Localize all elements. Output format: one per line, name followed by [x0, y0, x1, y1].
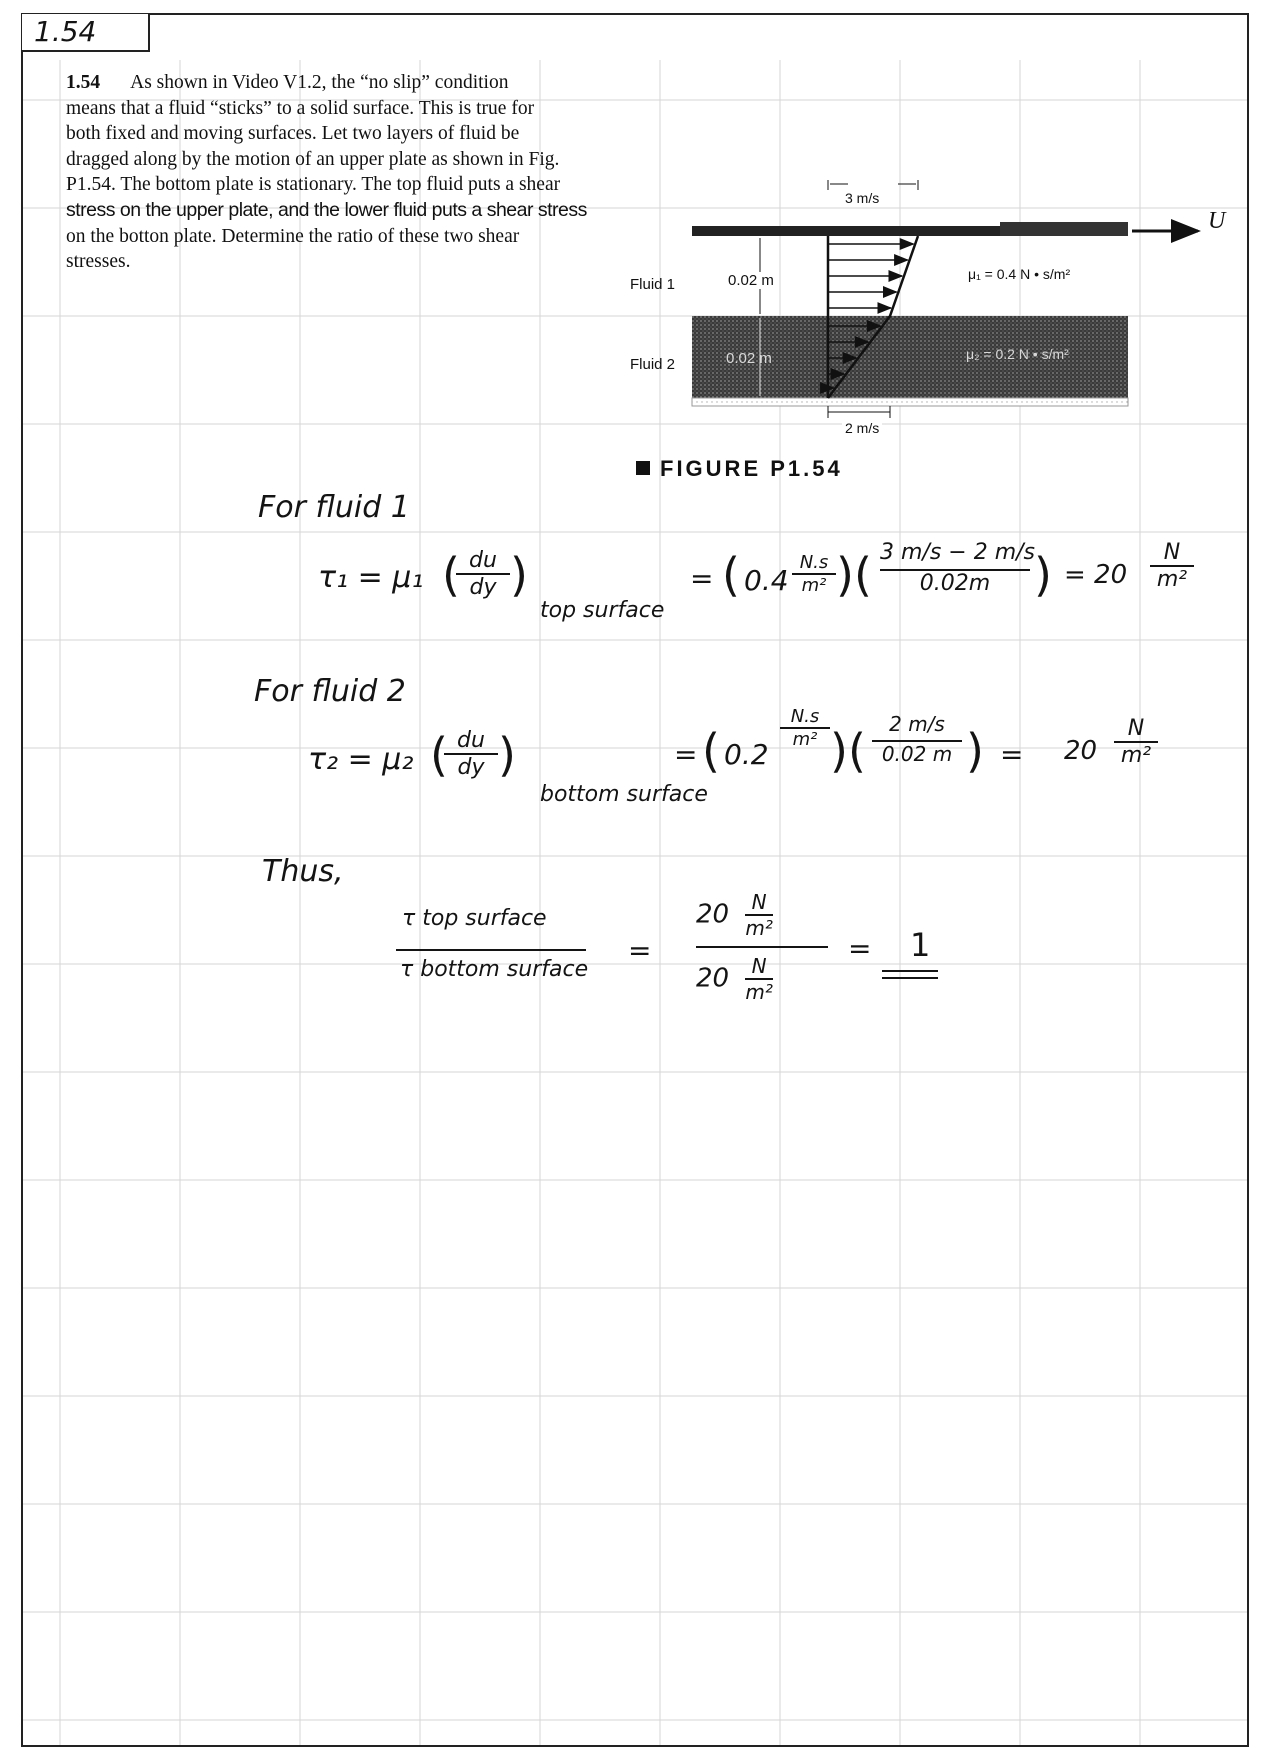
final-answer: 1: [910, 926, 931, 964]
ratio-label-fraction: τ top surface τ bottom surface: [396, 906, 586, 982]
caption-square-icon: [636, 461, 650, 475]
mu2-label: μ₂ = 0.2 N • s/m²: [966, 346, 1069, 362]
unit-n-m2-1: $\frac{N}{\text{m²}}$: [1150, 540, 1194, 592]
problem-line-4: dragged along by the motion of an upper plate as shown in Fig.: [66, 148, 560, 170]
ratio-value-fraction: 20 $\frac{N}{\text{m²}}$ 20 $\frac{N}{\text{m²}}$: [696, 890, 828, 1004]
unit-ns-m2-2: $\frac{N.s}{\text{m²}}$: [780, 706, 830, 750]
fluid2-thickness-label: 0.02 m: [726, 350, 772, 367]
fluid1-label: Fluid 1: [630, 276, 676, 293]
problem-line-3: both fixed and moving surfaces. Let two layers of fluid be: [66, 123, 520, 145]
fluid1-thickness-label: 0.02 m: [728, 272, 774, 289]
answer-double-underline: [880, 968, 940, 982]
problem-statement: [66, 70, 668, 275]
eq-3: =: [1000, 738, 1024, 771]
problem-label: 1.54: [34, 15, 97, 48]
du-dy-1: $\frac{du}{dy}$: [456, 548, 510, 600]
solution-page: 1.54 1.54 As shown in Video V1.2, the “no slip” condition means that a fluid “sticks” to a solid surface. This is true for both fixed and moving surfaces. Let two layers of fluid be dragged along by the motion of an upper plate as shown in Fig. P1.54. The bottom plate is stationary. The top fluid puts a shear stress on the upper plate, and the lower fluid puts a shear stress on the botton plate. Determine the ratio of these two shear stresses. 3 m/s U Fluid 1 Fluid 2 0.02 m 0.02 m μ₁ = 0.4 N • s/m² μ₂ = 0.2 N • s/m² 2 m/s FIGURE P1.54 For fluid 1 τ₁ = μ₁ ( $\frac{du}{dy}$ ) top surface = ( 0.4 $\frac{N.s}{\text{m²}}$ )( $\frac{3 m/s - 2 m/s}{0.02m}$ ) = 20 $\frac{N}{\text{m²}}$ For fluid 2 τ₂ = μ₂ ( $\frac{du}{dy}$ ) bottom surface = ( 0.2 $\frac{N.s}{\text{m²}}$ )( $\frac{2 m/s}{0.02 m}$ ) = 20 $\frac{N}{\text{m²}}$ Thus, τ top surface τ bottom surface = 20 $\frac{N}{\text{m²}}$ 20 $\frac{N}{\text{m²}}$ = 1: [0, 0, 1280, 1759]
f2-result: 20: [1064, 736, 1098, 766]
fluid1-heading: For fluid 1: [258, 490, 410, 525]
bottom-surface-subscript: bottom surface: [540, 782, 708, 807]
thus-label: Thus,: [262, 854, 344, 889]
top-surface-subscript: top surface: [540, 598, 665, 623]
eq-4: =: [628, 934, 652, 967]
tau1-lhs: τ₁ = μ₁: [318, 560, 424, 595]
problem-line-8: stresses.: [66, 251, 131, 273]
fluid2-heading: For fluid 2: [254, 674, 406, 709]
plate-velocity-label: U: [1208, 208, 1226, 234]
eq-1: =: [690, 562, 714, 595]
tau2-lhs: τ₂ = μ₂: [308, 742, 414, 777]
f1-result: = 20: [1064, 560, 1128, 590]
f2-velocity-fraction: $\frac{2 m/s}{0.02 m}$: [872, 712, 962, 766]
figure-caption: FIGURE P1.54: [660, 456, 843, 481]
unit-n-m2-2: $\frac{N}{\text{m²}}$: [1114, 716, 1158, 768]
du-dy-2: $\frac{du}{dy}$: [444, 728, 498, 780]
f1-velocity-fraction: $\frac{3 m/s - 2 m/s}{0.02m}$: [880, 540, 1036, 596]
top-velocity-label: 3 m/s: [842, 190, 882, 206]
eq-5: =: [848, 932, 872, 965]
mu1-label: μ₁ = 0.4 N • s/m²: [968, 266, 1071, 282]
problem-line-6: stress on the upper plate, and the lower fluid puts a shear stress: [66, 198, 587, 221]
problem-number: 1.54: [66, 72, 101, 93]
problem-line-1: As shown in Video V1.2, the “no slip” condition: [130, 72, 509, 93]
figure-p1-54: [620, 180, 1240, 440]
problem-line-5: P1.54. The bottom plate is stationary. The top fluid puts a shear: [66, 174, 561, 196]
interface-velocity-label: 2 m/s: [842, 420, 882, 436]
problem-line-2: means that a fluid “sticks” to a solid surface. This is true for: [66, 97, 535, 119]
problem-label-box: [22, 14, 150, 52]
bottom-plate: [692, 398, 1128, 406]
fluid2-label: Fluid 2: [630, 356, 676, 373]
mu2-value: 0.2: [724, 738, 769, 771]
eq-2: =: [674, 738, 698, 771]
mu1-value: 0.4: [744, 564, 789, 597]
unit-ns-m2-1: $\frac{N.s}{\text{m²}}$: [792, 552, 836, 596]
problem-line-7: on the botton plate. Determine the ratio of these two shear: [66, 225, 520, 247]
